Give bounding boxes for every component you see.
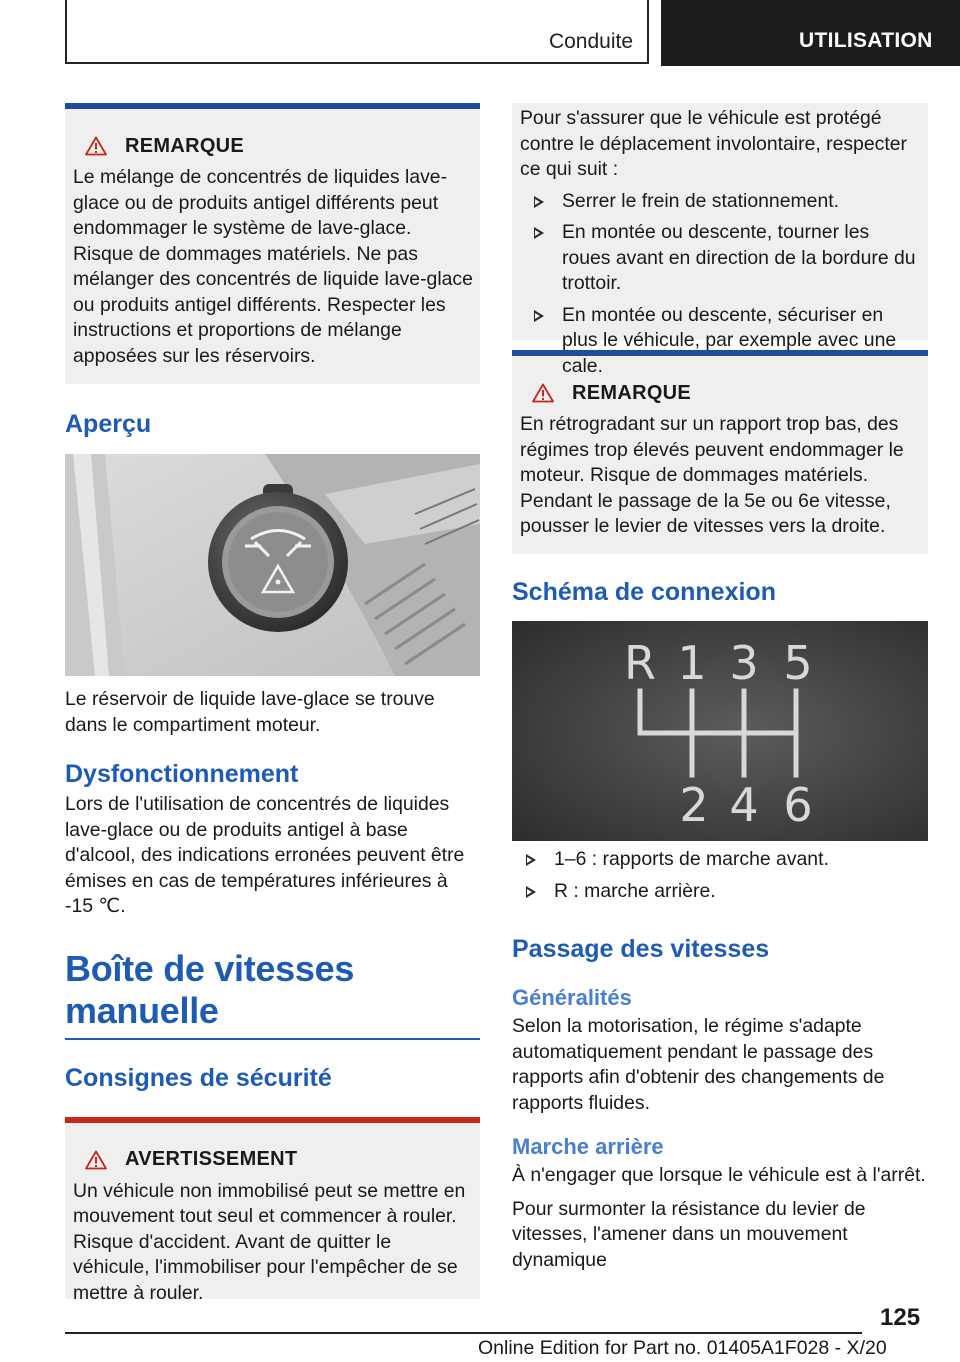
gear-label-3: 3 (729, 636, 759, 690)
list-item: En montée ou descente, tourner les roues avant en direction de la bordure du trottoir. (520, 220, 921, 297)
heading-schema: Schéma de connexion (512, 578, 776, 606)
warning-triangle-icon (85, 136, 107, 156)
heading-dysfonctionnement: Dysfonctionnement (65, 760, 299, 788)
marche-arriere-paragraph-1: À n'engager que lorsque le véhicule est à l'arrêt. (512, 1164, 926, 1186)
list-item: Serrer le frein de stationnement. (520, 189, 921, 215)
gear-label-1: 1 (677, 636, 707, 690)
note-title (520, 376, 921, 410)
gear-label-2: 2 (679, 778, 709, 832)
note-body-text: En rétrogradant sur un rapport trop bas, des régimes trop élevés peuvent endommager le moteur. Risque de dommages matériels. Pendant le passage de la 5e ou 6e vitesse, pousser le levier de vitesses vers la droite. (520, 413, 904, 537)
heading-generalites: Généralités (512, 985, 632, 1010)
bullet-triangle-icon (526, 886, 536, 898)
list-item: En montée ou descente, sécuriser en plus le véhicule, par exemple avec une cale. (520, 303, 921, 380)
heading-boite-vitesses: Boîte de vitesses manuelle (65, 948, 480, 1040)
heading-passage: Passage des vitesses (512, 935, 770, 963)
warning-box (65, 1117, 480, 1304)
right-column (512, 103, 928, 1273)
bullet-triangle-icon (526, 854, 536, 866)
header-chapter-label: UTILISATION (799, 29, 933, 52)
marche-arriere-paragraph-2: Pour surmonter la résistance du levier de vitesses, l'amener dans un mouvement dynamique (512, 1197, 866, 1271)
note-title (73, 129, 473, 163)
footer-divider (65, 1332, 862, 1334)
secure-list (520, 189, 921, 380)
note-box-mixing (65, 103, 480, 384)
apercu-paragraph: Le réservoir de liquide lave-glace se trouve dans le compartiment moteur. (65, 688, 435, 736)
warning-body-text: Un véhicule non immobilisé peut se mettre en mouvement tout seul et commencer à rouler. Risque d'accident. Avant de quitter le véhicule, l'immobiliser pour l'empêcher de se mettre à rouler. (73, 1179, 466, 1304)
bullet-triangle-icon (534, 227, 544, 239)
warning-title-text: AVERTISSEMENT (125, 1148, 298, 1170)
secure-intro: Pour s'assurer que le véhicule est protégé contre le déplacement involontaire, respecter ce qui suit : (520, 107, 907, 180)
schema-legend-list (512, 847, 928, 904)
gear-label-r: R (624, 636, 656, 690)
warning-title (73, 1143, 473, 1177)
note-title-text: REMARQUE (125, 134, 245, 157)
dysfonctionnement-paragraph: Lors de l'utilisation de concentrés de liquides lave-glace ou de produits antigel à base d'alcool, des indications erronées peuvent être émises en cas de températures inférieures à -15 ℃. (65, 793, 465, 917)
heading-apercu: Aperçu (65, 410, 152, 438)
heading-consignes: Consignes de sécurité (65, 1063, 332, 1092)
secure-vehicle-box (512, 103, 928, 377)
bullet-triangle-icon (534, 196, 544, 208)
gear-shift-pattern-image (512, 621, 928, 841)
header-chapter-tab (661, 0, 960, 66)
generalites-paragraph: Selon la motorisation, le régime s'adapte automatiquement pendant le passage des rapports afin d'obtenir des changements de rapports fluides. (512, 1015, 885, 1114)
note-body-text: Le mélange de concentrés de liquides lave-glace ou de produits antigel différents peut endommager le système de lave-glace. Risque de dommages matériels. Ne pas mélanger des concentrés de liquide lave-glace ou produits antigel différents. Respecter les instructions et proportions de mélange apposées sur les réservoirs. (73, 166, 473, 367)
header-section-tab (65, 0, 649, 64)
gear-label-5: 5 (783, 636, 813, 690)
warning-triangle-icon (532, 383, 554, 403)
footer-edition: Online Edition for Part no. 01405A1F028 - X/20 (478, 1337, 887, 1359)
left-column (65, 103, 480, 1304)
washer-reservoir-cap-image (65, 454, 480, 676)
gear-label-4: 4 (729, 778, 759, 832)
list-item: R : marche arrière. (512, 879, 928, 905)
note-title-text: REMARQUE (572, 381, 692, 404)
gear-label-6: 6 (783, 778, 813, 832)
header-section-label: Conduite (548, 30, 633, 53)
note-box-downshift (512, 350, 928, 554)
page-number: 125 (880, 1304, 921, 1331)
heading-marche-arriere: Marche arrière (512, 1134, 664, 1159)
warning-triangle-icon (85, 1150, 107, 1170)
bullet-triangle-icon (534, 310, 544, 322)
list-item: 1–6 : rapports de marche avant. (512, 847, 928, 873)
